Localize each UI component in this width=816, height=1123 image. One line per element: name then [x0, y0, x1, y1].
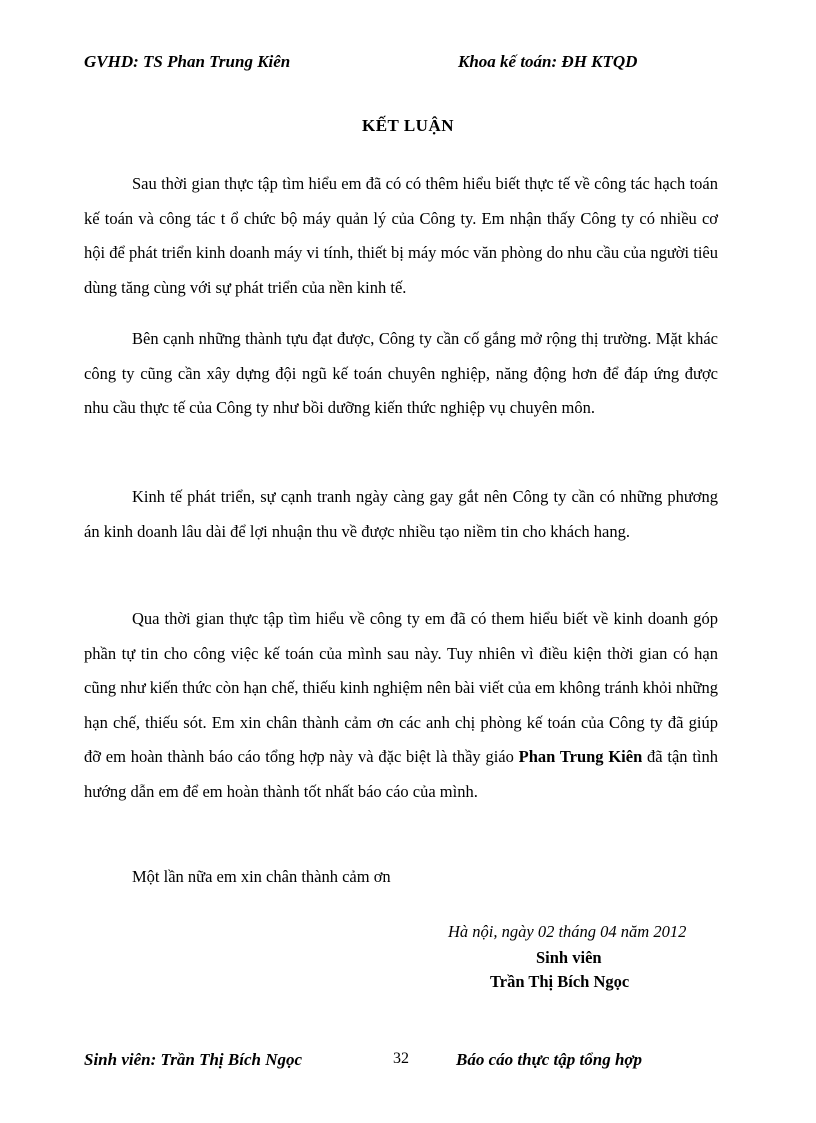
- paragraph-1: [84, 167, 718, 305]
- page-title: KẾT LUẬN: [361, 116, 454, 135]
- signature-name: Trần Thị Bích Ngọc: [490, 972, 630, 991]
- paragraph-1-text: Sau thời gian thực tập tìm hiểu em đã có có thêm hiểu biết thực tế về công tác hạch toán kế toán và công tác t ổ chức bộ máy quản lý của Công ty. Em nhận thấy Công ty có nhiều cơ hội để phát triển kinh doanh máy vi tính, thiết bị máy móc văn phòng do nhu cầu của người tiêu dùng tăng cùng với sự phát triển của nền kinh tế.: [84, 174, 718, 297]
- paragraph-4-part-1: Qua thời gian thực tập tìm hiểu về công ty em đã có them hiểu biết về kinh doanh góp phần tự tin cho công việc kế toán của mình sau này. Tuy nhiên vì điều kiện thời gian có hạn cũng như kiến thức còn hạn chế, thiếu kinh nghiệm nên bài viết của em không tránh khỏi những hạn chế, thiếu sót. Em xin chân thành cảm ơn các anh chị phòng kế toán của Công ty đã giúp đỡ em hoàn thành báo cáo tổng hợp này và đặc biệt là thầy giáo: [84, 609, 718, 766]
- paragraph-3: [84, 480, 718, 549]
- footer-page-number: 32: [393, 1050, 409, 1067]
- paragraph-5: [84, 860, 718, 895]
- footer-student: Sinh viên: Trần Thị Bích Ngọc: [84, 1050, 303, 1069]
- paragraph-5-text: Một lần nữa em xin chân thành cảm ơn: [132, 867, 391, 886]
- paragraph-2: [84, 322, 718, 426]
- header-advisor: GVHD: TS Phan Trung Kiên: [84, 52, 291, 71]
- signature-role: Sinh viên: [536, 948, 602, 967]
- paragraph-4-part-2: đã tận tình hướng dẫn em để em hoàn thành tốt nhất báo cáo của mình.: [84, 747, 719, 801]
- signature-date: Hà nội, ngày 02 tháng 04 năm 2012: [448, 922, 687, 941]
- paragraph-2-text: Bên cạnh những thành tựu đạt được, Công ty cần cố gắng mở rộng thị trường. Mặt khác công ty cũng cần xây dựng đội ngũ kế toán chuyên nghiệp, năng động hơn để đáp ứng được nhu cầu thực tế của Công ty như bồi dưỡng kiến thức nghiệp vụ chuyên môn.: [84, 329, 718, 417]
- footer-report-title: Báo cáo thực tập tổng hợp: [456, 1050, 643, 1069]
- paragraph-4: [84, 602, 718, 809]
- advisor-name-bold: Phan Trung Kiên: [518, 747, 643, 766]
- paragraph-4-text: [84, 602, 718, 809]
- paragraph-3-text: Kinh tế phát triển, sự cạnh tranh ngày càng gay gắt nên Công ty cần có những phương án kinh doanh lâu dài để lợi nhuận thu về được nhiều tạo niềm tin cho khách hang.: [84, 487, 718, 541]
- header-faculty: Khoa kế toán: ĐH KTQD: [458, 52, 638, 71]
